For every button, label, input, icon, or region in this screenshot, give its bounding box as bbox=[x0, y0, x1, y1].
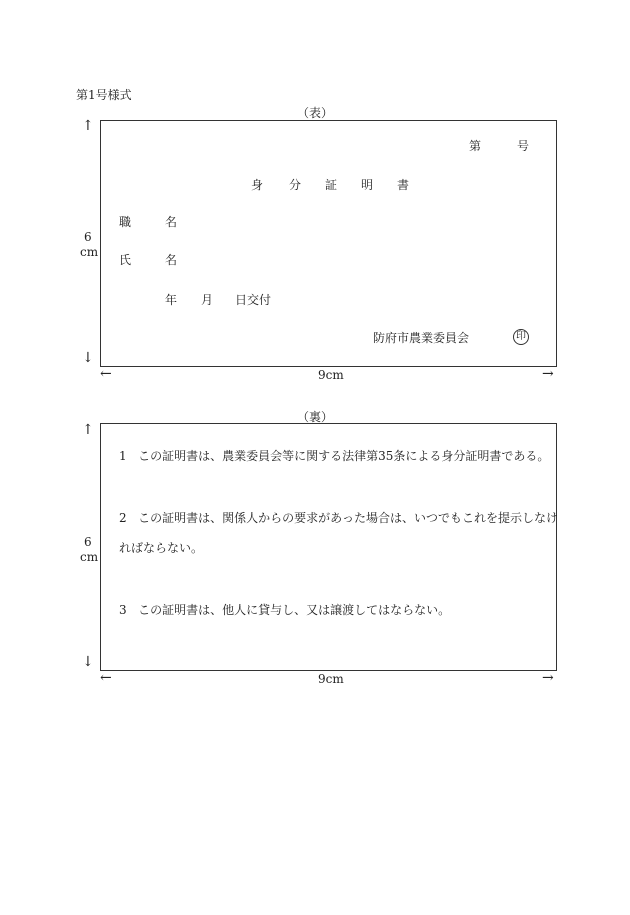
height-value: 6 bbox=[84, 230, 92, 244]
title-char: 書 bbox=[397, 178, 410, 192]
seal-mark: 印 bbox=[513, 329, 529, 345]
height-value: 6 bbox=[84, 535, 92, 549]
number-label-go: 号 bbox=[517, 139, 530, 153]
front-caption: （表） bbox=[296, 106, 333, 120]
issue-date-month: 月 bbox=[201, 293, 214, 307]
down-arrow-icon: ↓ bbox=[82, 654, 94, 670]
up-arrow-icon: ↑ bbox=[82, 118, 94, 134]
job-label: 職 bbox=[119, 215, 132, 229]
id-card-back bbox=[100, 423, 557, 671]
id-card-front bbox=[100, 120, 557, 367]
left-arrow-icon: ← bbox=[100, 366, 112, 382]
notice-number: 2 bbox=[119, 511, 127, 525]
issuer-name: 防府市農業委員会 bbox=[373, 331, 470, 345]
notice-number: 1 bbox=[119, 449, 127, 463]
seal-icon bbox=[513, 328, 529, 345]
name-label: 名 bbox=[165, 253, 178, 267]
title-char: 分 bbox=[289, 178, 302, 192]
notice-text: この証明書は、農業委員会等に関する法律第35条による身分証明書である。 bbox=[138, 449, 550, 463]
right-arrow-icon: → bbox=[542, 670, 554, 686]
notice-text: この証明書は、関係人からの要求があった場合は、いつでもこれを提示しなければならない。 bbox=[119, 511, 558, 555]
notice-text: この証明書は、他人に貸与し、又は譲渡してはならない。 bbox=[138, 603, 451, 617]
notice-item bbox=[119, 441, 559, 471]
form-label: 第1号様式 bbox=[76, 88, 132, 102]
issue-date-day: 日交付 bbox=[235, 293, 272, 307]
width-label: 9cm bbox=[318, 672, 344, 686]
title-char: 身 bbox=[251, 178, 264, 192]
job-label: 名 bbox=[165, 215, 178, 229]
issue-date-year: 年 bbox=[165, 293, 178, 307]
title-char: 証 bbox=[325, 178, 338, 192]
notice-item bbox=[119, 503, 559, 563]
up-arrow-icon: ↑ bbox=[82, 422, 94, 438]
height-unit: cm bbox=[80, 550, 99, 564]
number-label-dai: 第 bbox=[469, 139, 482, 153]
height-unit: cm bbox=[80, 245, 99, 259]
right-arrow-icon: → bbox=[542, 366, 554, 382]
back-caption: （裏） bbox=[296, 410, 333, 424]
width-label: 9cm bbox=[318, 368, 344, 382]
title-char: 明 bbox=[361, 178, 374, 192]
down-arrow-icon: ↓ bbox=[82, 350, 94, 366]
notice-number: 3 bbox=[119, 603, 127, 617]
name-label: 氏 bbox=[119, 253, 132, 267]
notice-item bbox=[119, 595, 559, 625]
left-arrow-icon: ← bbox=[100, 670, 112, 686]
